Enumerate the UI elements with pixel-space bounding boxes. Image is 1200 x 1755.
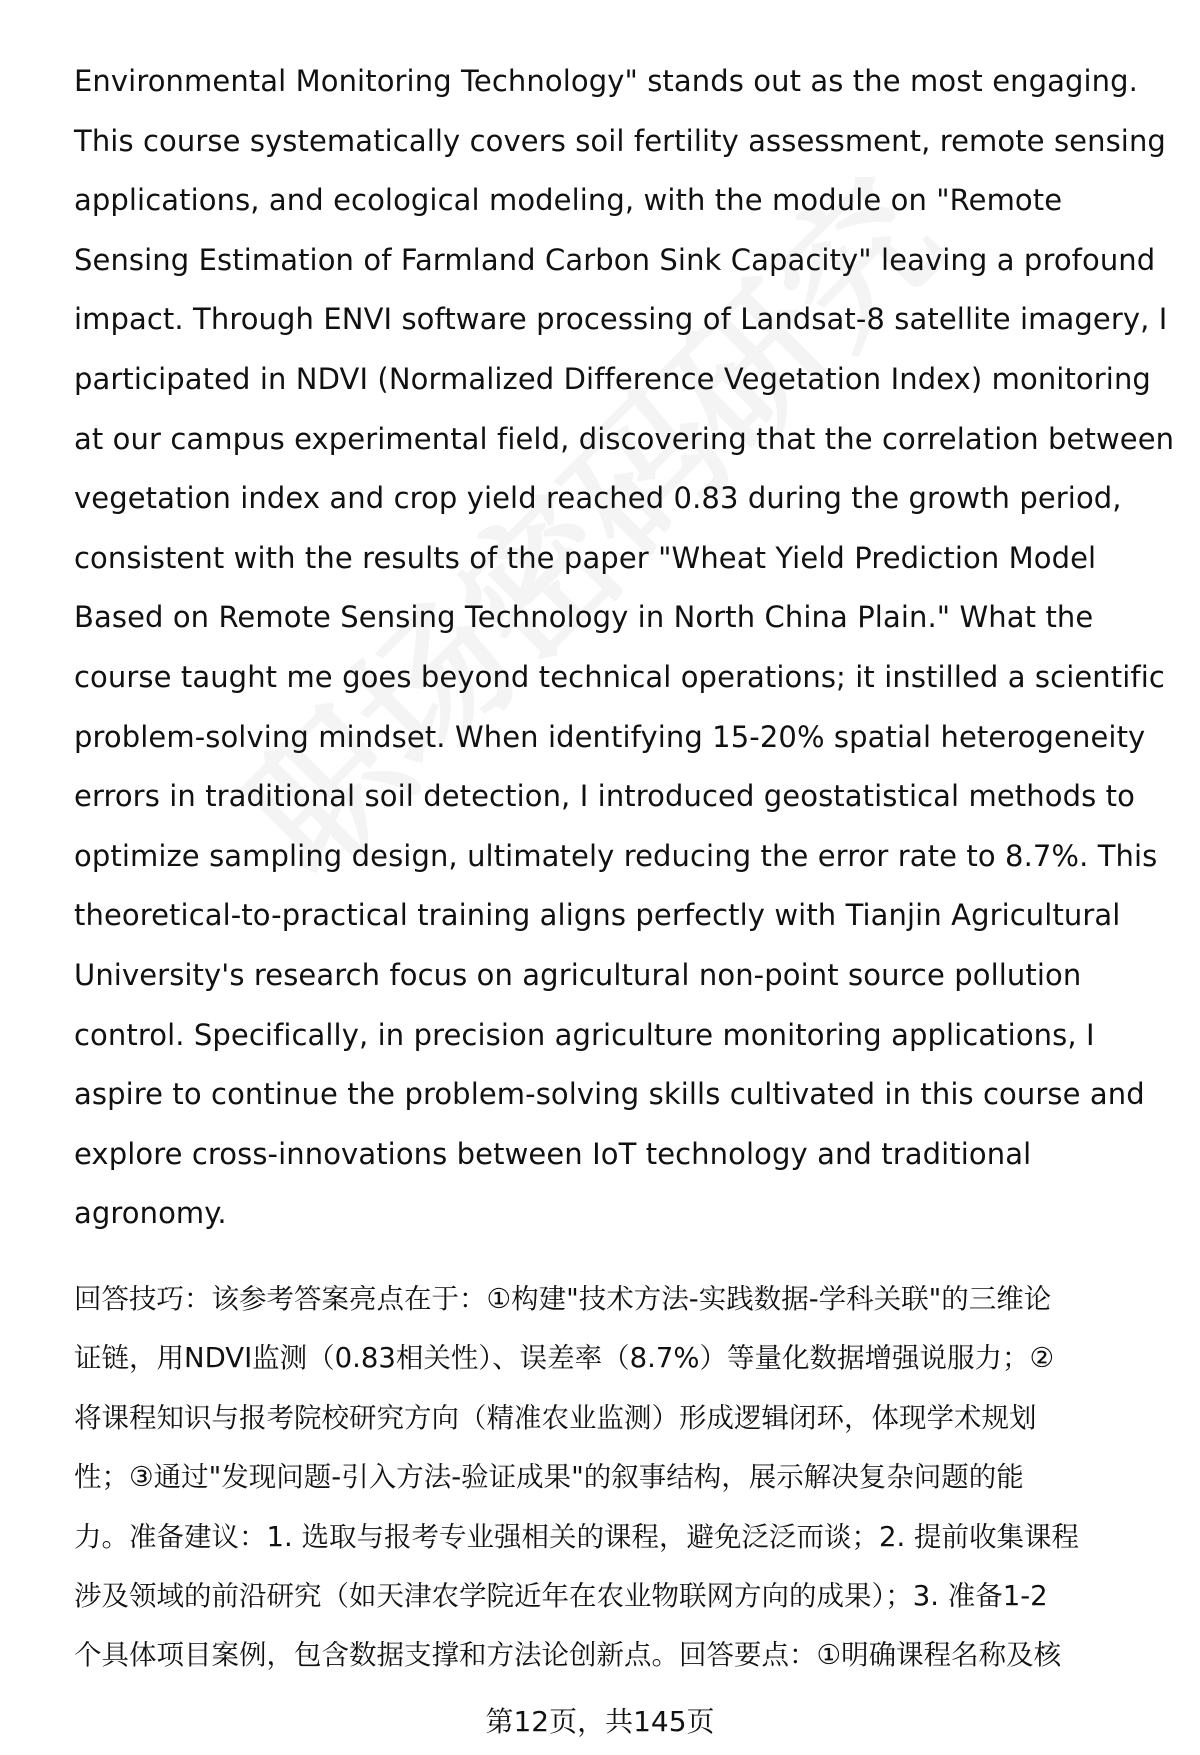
page-number-footer: 第12页，共145页: [485, 1705, 715, 1738]
text-line: course taught me goes beyond technical operations; it instilled a scientific: [74, 659, 1165, 694]
text-line: optimize sampling design, ultimately reducing the error rate to 8.7%. This: [74, 838, 1158, 873]
text-line: University's research focus on agricultural non-point source pollution: [74, 957, 1082, 992]
text-line: 力。准备建议：1. 选取与报考专业强相关的课程，避免泛泛而谈；2. 提前收集课程: [74, 1520, 1079, 1553]
text-line: 将课程知识与报考院校研究方向（精准农业监测）形成逻辑闭环，体现学术规划: [74, 1401, 1037, 1434]
text-line: vegetation index and crop yield reached 0.83 during the growth period,: [74, 481, 1122, 516]
text-line: Based on Remote Sensing Technology in North China Plain." What the: [74, 600, 1094, 635]
text-line: participated in NDVI (Normalized Difference Vegetation Index) monitoring: [74, 361, 1151, 396]
text-line: explore cross-innovations between IoT technology and traditional: [74, 1136, 1032, 1171]
english-paragraph: [74, 52, 1175, 1244]
text-line: control. Specifically, in precision agriculture monitoring applications, I: [74, 1017, 1095, 1052]
text-line: applications, and ecological modeling, with the module on "Remote: [74, 183, 1063, 218]
text-line: impact. Through ENVI software processing of Landsat-8 satellite imagery, I: [74, 302, 1168, 337]
text-line: problem-solving mindset. When identifying 15-20% spatial heterogeneity: [74, 719, 1146, 754]
text-line: 个具体项目案例，包含数据支撑和方法论创新点。回答要点：①明确课程名称及核: [74, 1639, 1062, 1672]
text-line: 证链，用NDVI监测（0.83相关性）、误差率（8.7%）等量化数据增强说服力；②: [74, 1342, 1055, 1375]
text-line: consistent with the results of the paper "Wheat Yield Prediction Model: [74, 540, 1097, 575]
text-line: at our campus experimental field, discovering that the correlation between: [74, 421, 1175, 456]
text-line: 性；③通过"发现问题-引入方法-验证成果"的叙事结构，展示解决复杂问题的能: [74, 1461, 1024, 1494]
text-line: Sensing Estimation of Farmland Carbon Sink Capacity" leaving a profound: [74, 242, 1156, 277]
text-line: aspire to continue the problem-solving skills cultivated in this course and: [74, 1077, 1145, 1112]
text-line: Environmental Monitoring Technology" stands out as the most engaging.: [74, 64, 1138, 98]
text-line: This course systematically covers soil fertility assessment, remote sensing: [74, 123, 1166, 158]
answer-tips-paragraph: [74, 1270, 1164, 1686]
text-line: 涉及领域的前沿研究（如天津农学院近年在农业物联网方向的成果）；3. 准备1-2: [74, 1580, 1048, 1613]
text-line: errors in traditional soil detection, I introduced geostatistical methods to: [74, 779, 1135, 814]
text-line: theoretical-to-practical training aligns perfectly with Tianjin Agricultural: [74, 898, 1121, 933]
text-line: 回答技巧：该参考答案亮点在于：①构建"技术方法-实践数据-学科关联"的三维论: [74, 1283, 1052, 1315]
text-line: agronomy.: [74, 1196, 227, 1231]
